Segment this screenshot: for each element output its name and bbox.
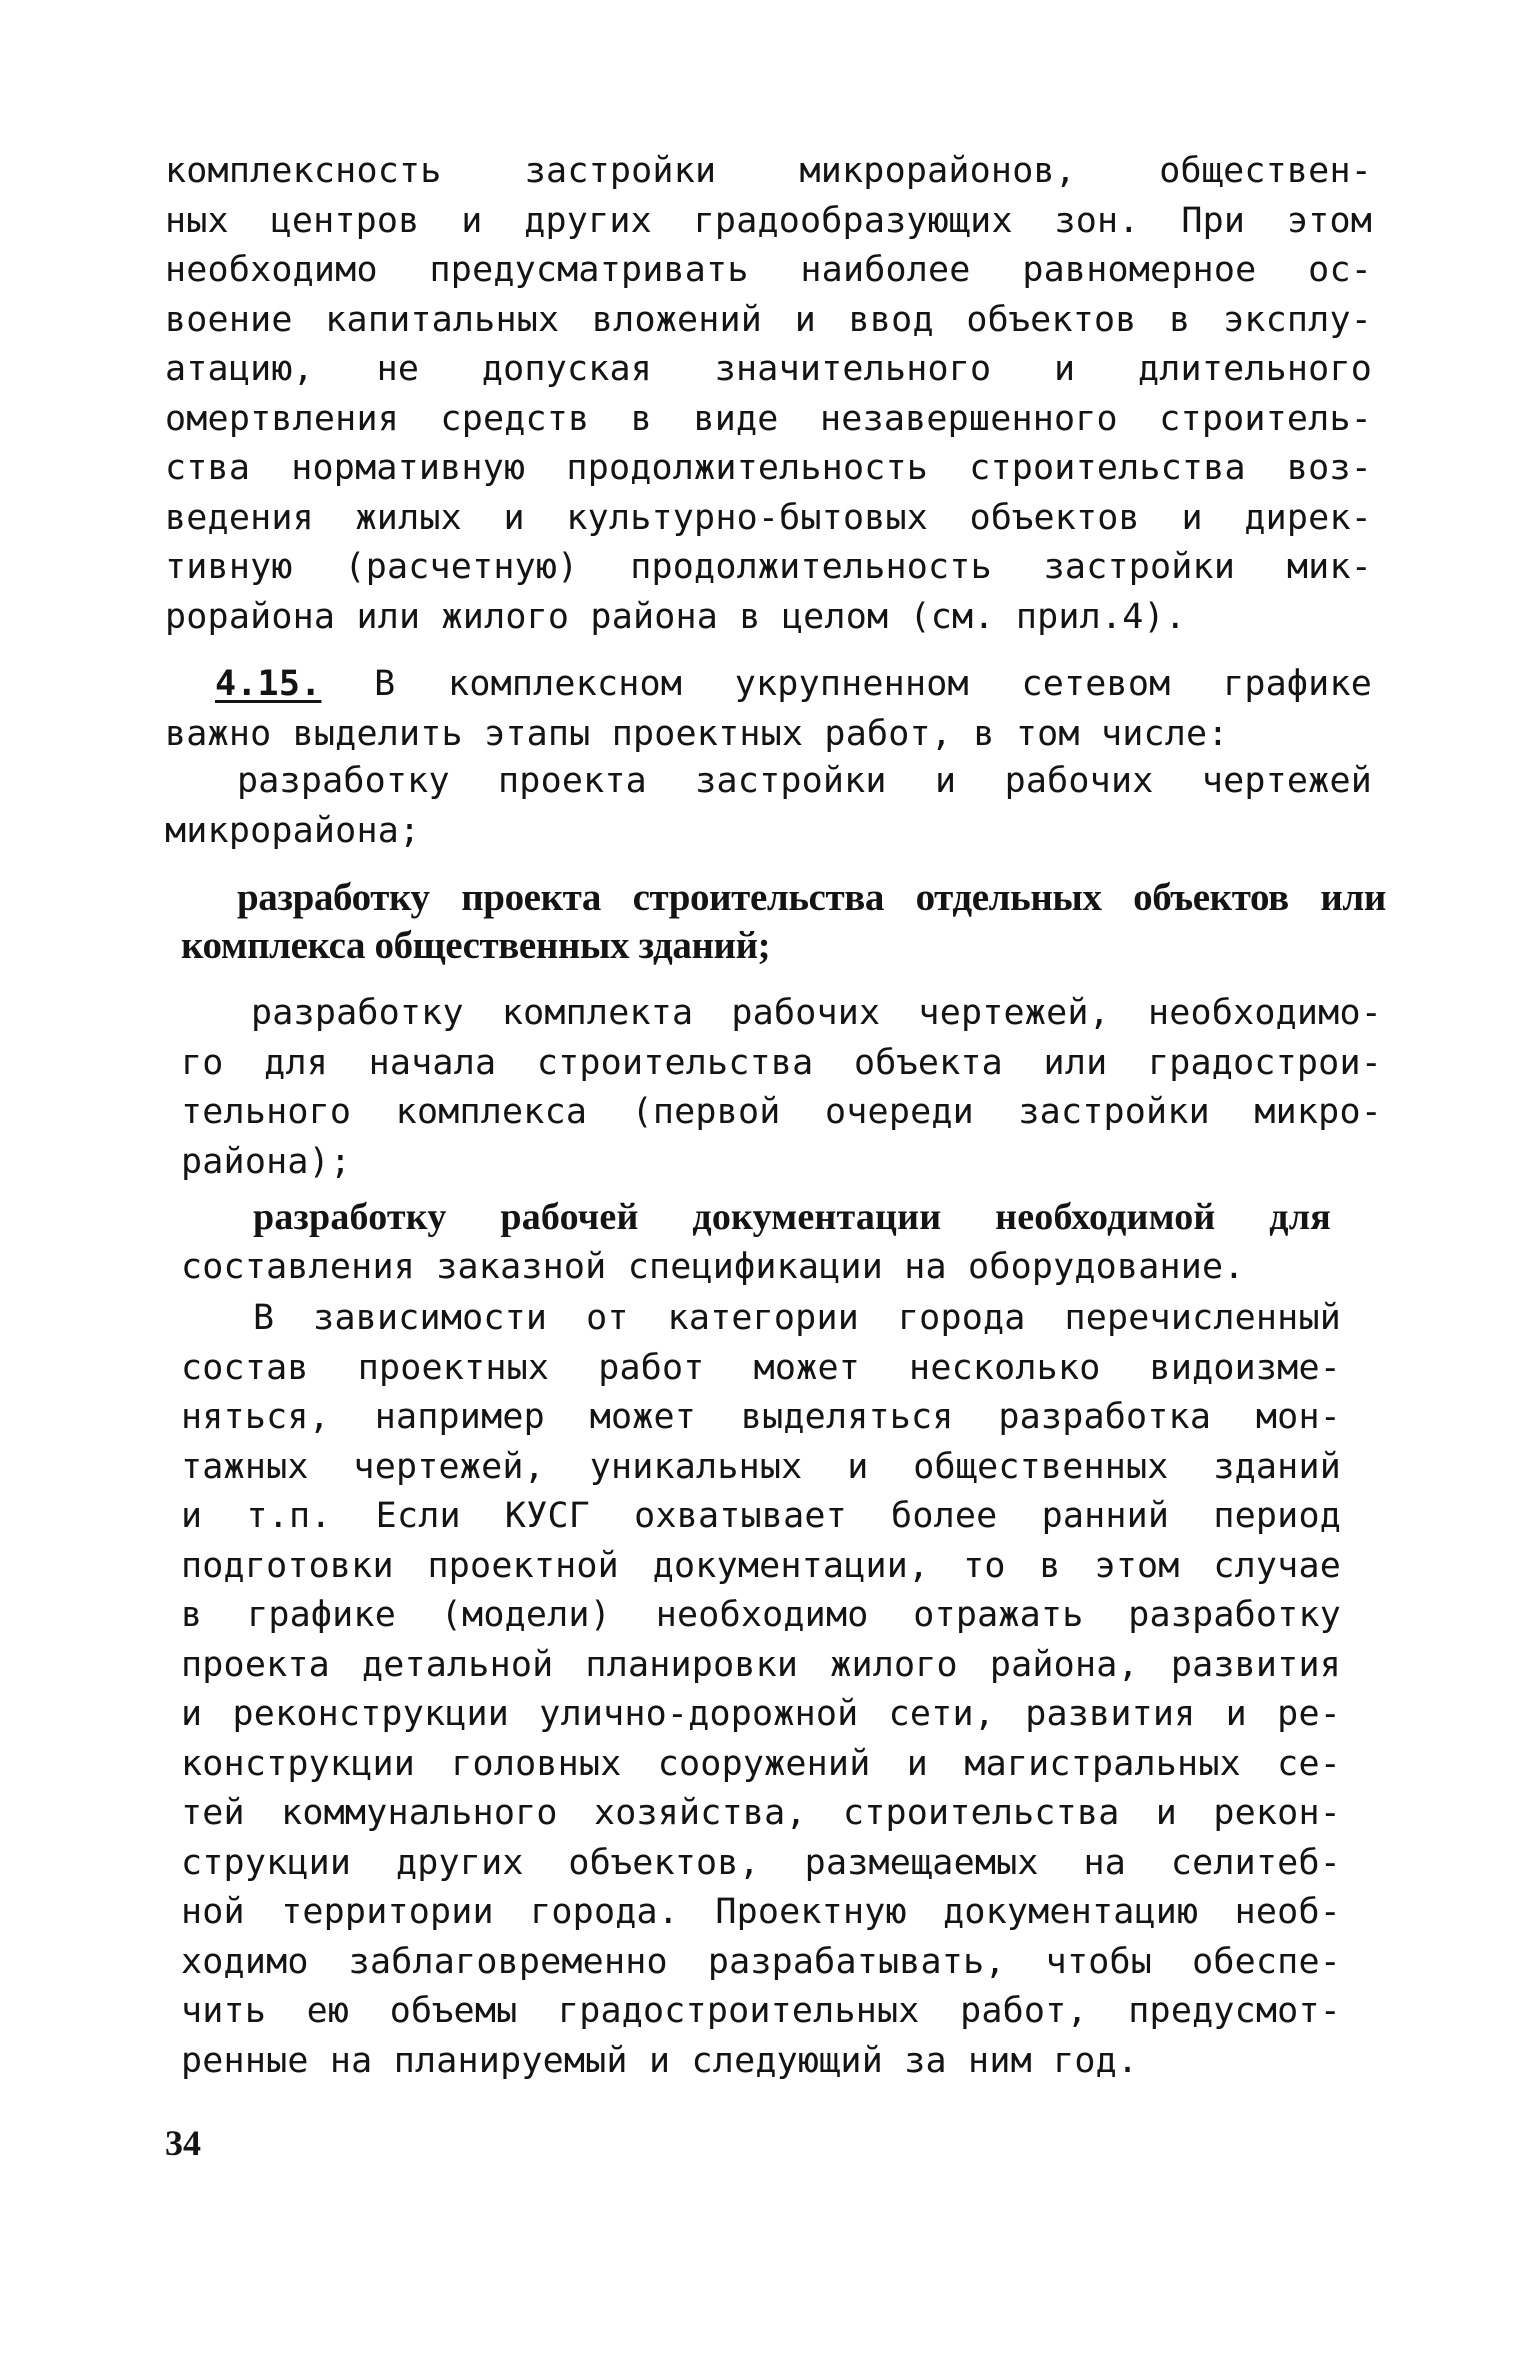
text-line: тивную (расчетную) продолжительность застройки мик-	[165, 547, 1372, 587]
text-line: омертвления средств в виде незавершенного строитель-	[165, 398, 1372, 439]
text-line: в графике (модели) необходимо отражать разработку	[181, 1595, 1341, 1635]
text-line: разработку рабочей документации необходимой для	[253, 1196, 1331, 1238]
text-line: атацию, не допуская значительного и длительного	[165, 349, 1372, 389]
section-heading-paragraph	[165, 660, 1372, 759]
section-line	[165, 660, 1372, 710]
text-line: ведения жилых и культурно-бытовых объектов и дирек-	[165, 497, 1372, 538]
section-line-text: В комплексном укрупненном сетевом графике	[321, 664, 1372, 704]
text-line: ходимо заблаговременно разрабатывать, чтобы обеспе-	[181, 1941, 1341, 1982]
text-line: комплекса общественных зданий;	[181, 924, 771, 967]
text-line: конструкции головных сооружений и магистральных се-	[181, 1743, 1341, 1784]
section-number: 4.15.	[215, 664, 322, 704]
list-item-4	[181, 1193, 1331, 1292]
text-line: го для начала строительства объекта или градострои-	[181, 1042, 1382, 1083]
text-line: составления заказной спецификации на оборудование.	[181, 1246, 1245, 1287]
text-line: и реконструкции улично-дорожной сети, развития и ре-	[181, 1694, 1341, 1734]
text-line: рорайона или жилого района в целом (см. прил.4).	[165, 596, 1187, 637]
text-line: ства нормативную продолжительность строительства воз-	[165, 448, 1372, 488]
text-line: комплексность застройки микрорайонов, обществен-	[165, 151, 1372, 191]
text-line: няться, например может выделяться разработка мон-	[181, 1397, 1341, 1437]
text-line: чить ею объемы градостроительных работ, предусмот-	[181, 1991, 1341, 2031]
text-line: тажных чертежей, уникальных и общественных зданий	[181, 1446, 1341, 1487]
text-line: струкции других объектов, размещаемых на селитеб-	[181, 1842, 1341, 1883]
text-line: и т.п. Если КУСГ охватывает более ранний период	[181, 1496, 1341, 1536]
final-paragraph	[181, 1294, 1341, 2086]
text-line: ных центров и других градообразующих зон. При этом	[165, 200, 1372, 241]
text-line: микрорайона;	[165, 810, 421, 851]
text-line: воение капитальных вложений и ввод объектов в эксплу-	[165, 299, 1372, 340]
text-line: тей коммунального хозяйства, строительства и рекон-	[181, 1793, 1341, 1833]
page-number: 34	[165, 2123, 201, 2163]
list-item-3	[181, 989, 1382, 1187]
text-line: важно выделить этапы проектных работ, в том числе:	[165, 713, 1229, 754]
text-line: тельного комплекса (первой очереди застройки микро-	[181, 1092, 1382, 1132]
text-line: В зависимости от категории города перечисленный	[253, 1298, 1341, 1338]
text-line: района);	[181, 1141, 352, 1182]
text-line: разработку проекта застройки и рабочих чертежей	[237, 761, 1372, 801]
text-line: проекта детальной планировки жилого района, развития	[181, 1644, 1341, 1685]
text-line: ной территории города. Проектную документацию необ-	[181, 1892, 1341, 1932]
list-item-1	[165, 757, 1372, 856]
intro-paragraph	[165, 147, 1372, 642]
text-line: необходимо предусматривать наиболее равномерное ос-	[165, 250, 1372, 290]
list-item-2	[181, 874, 1386, 970]
text-line: состав проектных работ может несколько видоизме-	[181, 1347, 1341, 1388]
text-line: ренные на планируемый и следующий за ним год.	[181, 2040, 1139, 2081]
text-line: разработку проекта строительства отдельных объектов или	[237, 876, 1386, 919]
text-line: подготовки проектной документации, то в этом случае	[181, 1545, 1341, 1586]
text-line: разработку комплекта рабочих чертежей, необходимо-	[251, 993, 1382, 1033]
